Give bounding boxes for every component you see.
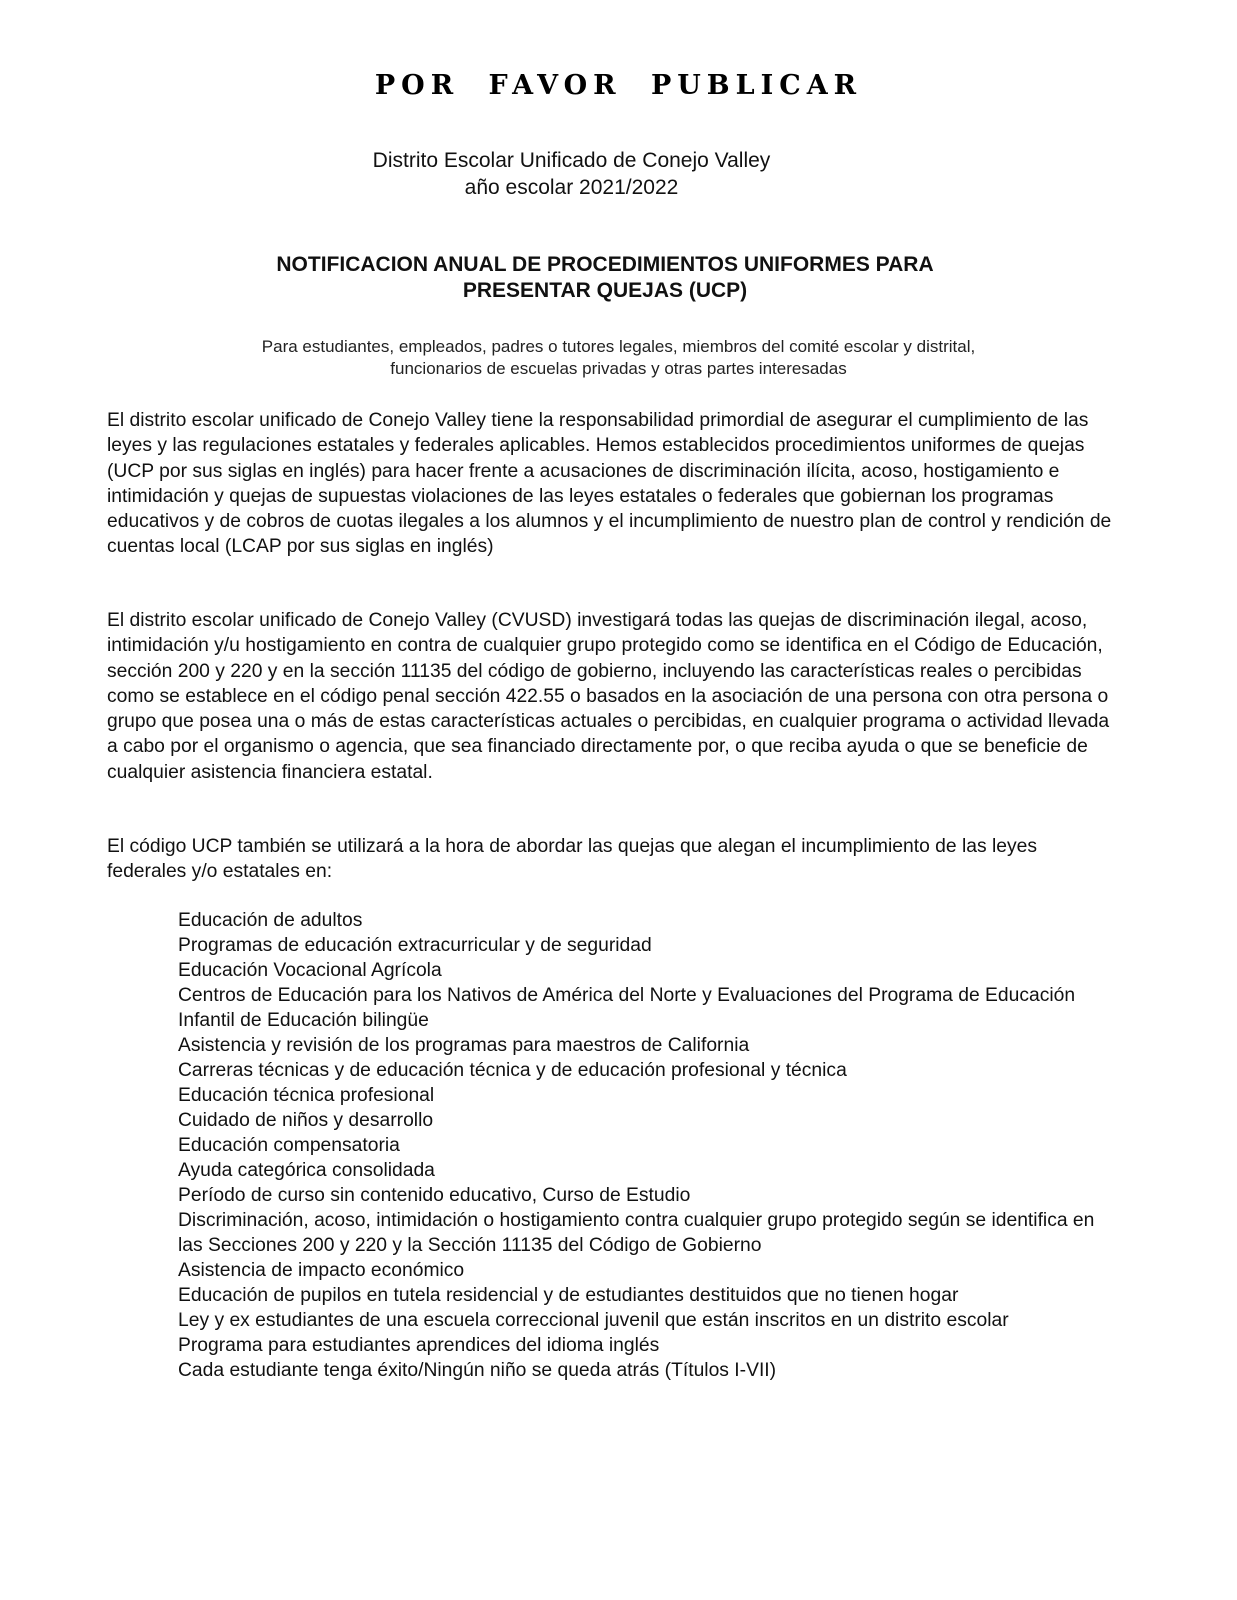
notice-title — [0, 252, 1210, 304]
audience-line-2: funcionarios de escuelas privadas y otras partes interesadas — [390, 359, 847, 378]
district-header — [0, 147, 1143, 201]
district-name: Distrito Escolar Unificado de Conejo Valley — [372, 149, 771, 172]
list-item: Programa para estudiantes aprendices del idioma inglés — [178, 1335, 660, 1356]
list-item: Educación compensatoria — [178, 1135, 400, 1156]
list-item: Carreras técnicas y de educación técnica y de educación profesional y técnica — [178, 1060, 847, 1081]
list-item: Discriminación, acoso, intimidación o hostigamiento contra cualquier grupo protegido según se identifica en las Secciones 200 y 220 y la Sección 11135 del Código de Gobierno — [178, 1210, 1095, 1256]
post-notice-banner: POR FAVOR PUBLICAR — [374, 70, 863, 101]
list-item: Asistencia de impacto económico — [178, 1260, 465, 1281]
list-item: Educación Vocacional Agrícola — [178, 960, 442, 981]
program-list — [178, 908, 1108, 1383]
list-item: Asistencia y revisión de los programas para maestros de California — [178, 1035, 750, 1056]
list-item: Cada estudiante tenga éxito/Ningún niño se queda atrás (Títulos I-VII) — [178, 1360, 777, 1381]
list-item: Centros de Educación para los Nativos de América del Norte y Evaluaciones del Programa de Educación Infantil de Educación bilingüe — [178, 985, 1076, 1031]
list-item: Período de curso sin contenido educativo, Curso de Estudio — [178, 1185, 691, 1206]
list-item: Programas de educación extracurricular y de seguridad — [178, 935, 652, 956]
list-item: Cuidado de niños y desarrollo — [178, 1110, 434, 1131]
list-item: Ley y ex estudiantes de una escuela correccional juvenil que están inscritos en un distrito escolar — [178, 1310, 1009, 1331]
investigation-paragraph: El distrito escolar unificado de Conejo Valley (CVUSD) investigará todas las quejas de discriminación ilegal, acoso, intimidación y/u hostigamiento en contra de cualquier grupo protegido como se identifica en el Código de Educación, sección 200 y 220 y en la sección 11135 del código de gobierno, incluyendo las características reales o percibidas como se establece en el código penal sección 422.55 o basados en la asociación de una persona con otra persona o grupo que posea una o más de estas características actuales o percibidas, en cualquier programa o actividad llevada a cabo por el organismo o agencia, que sea financiado directamente por, o que reciba ayuda o que se beneficie de cualquier asistencia financiera estatal. — [107, 610, 1110, 783]
audience-line-1: Para estudiantes, empleados, padres o tutores legales, miembros del comité escolar y distrital, — [261, 337, 976, 356]
list-item: Educación de pupilos en tutela residencial y de estudiantes destituidos que no tienen hogar — [178, 1285, 959, 1306]
list-item: Educación técnica profesional — [178, 1085, 435, 1106]
scope-intro-paragraph: El código UCP también se utilizará a la hora de abordar las quejas que alegan el incumplimiento de las leyes federales y/o estatales en: — [107, 836, 1037, 883]
notice-title-line-1: NOTIFICACION ANUAL DE PROCEDIMIENTOS UNIFORMES PARA — [276, 253, 934, 276]
audience-subtitle — [0, 336, 1237, 380]
notice-title-line-2: PRESENTAR QUEJAS (UCP) — [462, 279, 748, 302]
responsibility-paragraph: El distrito escolar unificado de Conejo Valley tiene la responsabilidad primordial de asegurar el cumplimiento de las leyes y las regulaciones estatales y federales aplicables. Hemos establecidos procedimientos uniformes de quejas (UCP por sus siglas en inglés) para hacer frente a acusaciones de discriminación ilícita, acoso, hostigamiento e intimidación y quejas de supuestas violaciones de las leyes estatales o federales que gobiernan los programas educativos y de cobros de cuotas ilegales a los alumnos y el incumplimiento de nuestro plan de control y rendición de cuentas local (LCAP por sus siglas en inglés) — [107, 410, 1112, 558]
list-item: Ayuda categórica consolidada — [178, 1160, 435, 1181]
school-year: año escolar 2021/2022 — [464, 176, 679, 199]
list-item: Educación de adultos — [178, 910, 363, 931]
